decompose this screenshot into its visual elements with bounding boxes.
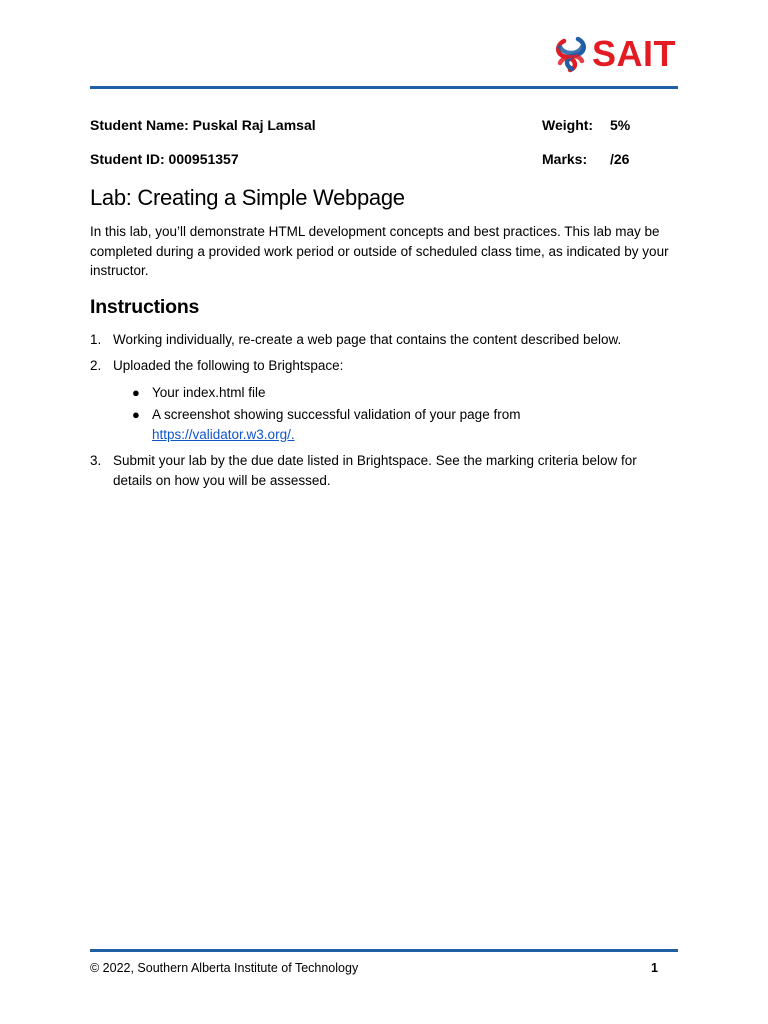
bullet-icon: ● — [132, 385, 140, 400]
header-rule — [90, 86, 678, 89]
logo-text: SAIT — [592, 33, 677, 74]
page-number: 1 — [651, 961, 658, 975]
intro-paragraph: In this lab, you’ll demonstrate HTML development concepts and best practices. This lab may be completed during a provided work period or outside of scheduled class time, as indicated by your instructor. — [90, 224, 669, 278]
weight-label: Weight: — [542, 117, 594, 133]
footer-rule — [90, 949, 678, 952]
sub-item-text: Your index.html file — [152, 385, 266, 400]
instruction-text: Uploaded the following to Brightspace: — [113, 358, 344, 373]
footer-copyright: © 2022, Southern Alberta Institute of Technology — [90, 961, 359, 975]
instruction-number: 3. — [90, 453, 102, 468]
instruction-number: 1. — [90, 332, 102, 347]
marks-label: Marks: — [542, 151, 588, 167]
student-id: Student ID: 000951357 — [90, 151, 239, 167]
instruction-text: Working individually, re-create a web page that contains the content described below. — [113, 332, 622, 347]
instructions-heading: Instructions — [90, 296, 200, 318]
page-title: Lab: Creating a Simple Webpage — [90, 185, 405, 210]
sait-logo — [554, 32, 682, 76]
weight-value: 5% — [610, 117, 631, 133]
validator-link[interactable]: https://validator.w3.org/. — [152, 426, 295, 442]
marks-value: /26 — [610, 151, 630, 167]
student-name: Student Name: Puskal Raj Lamsal — [90, 117, 316, 133]
sub-item-text: A screenshot showing successful validation of your page from — [152, 407, 521, 422]
instruction-number: 2. — [90, 358, 102, 373]
sub-item-text-wrapper — [152, 405, 672, 444]
bullet-icon: ● — [132, 407, 140, 422]
instruction-text: Submit your lab by the due date listed in Brightspace. See the marking criteria below for details on how you will be assessed. — [113, 453, 637, 488]
sait-logo-icon — [554, 35, 588, 73]
